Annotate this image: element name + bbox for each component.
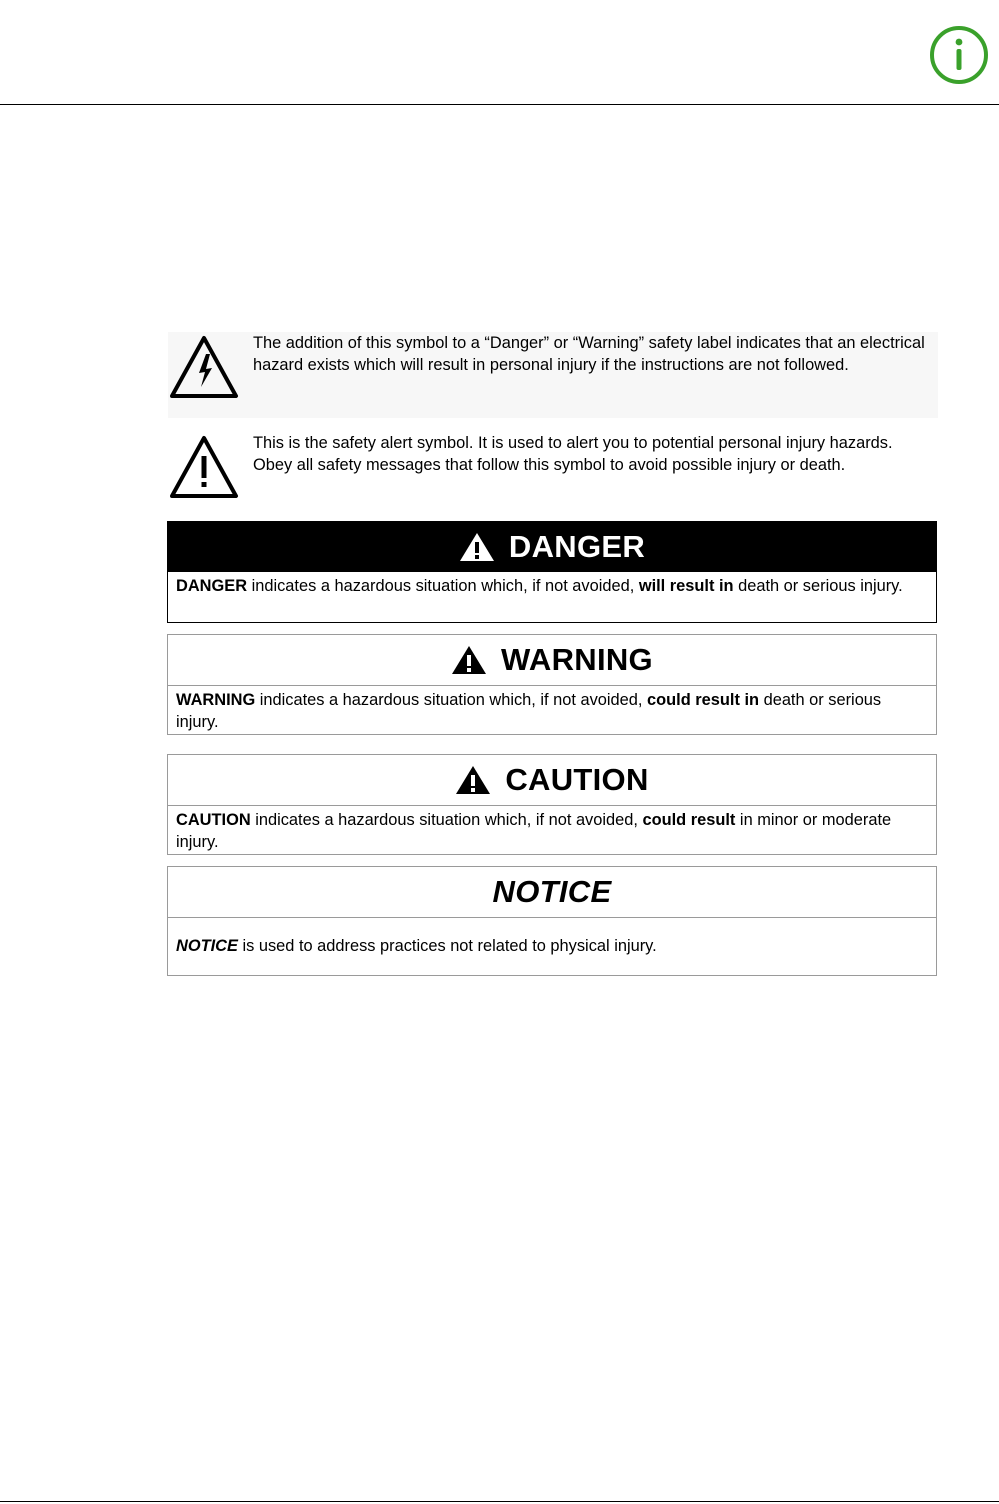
electrical-hazard-icon bbox=[168, 332, 240, 404]
danger-heading bbox=[168, 522, 936, 572]
warning-text: indicates a hazardous situation which, if not avoided, bbox=[255, 691, 648, 709]
notice-text: is used to address practices not related to physical injury. bbox=[237, 937, 657, 955]
caution-emphasis: could result bbox=[642, 811, 736, 829]
warning-triangle-icon bbox=[459, 532, 495, 562]
danger-text-end: death or serious injury. bbox=[733, 577, 903, 595]
safety-alert-description: This is the safety alert symbol. It is used to alert you to potential personal injury hazards. Obey all safety messages that follow this symbol to avoid possible injury or death. bbox=[253, 434, 893, 474]
safety-alert-icon bbox=[168, 432, 240, 504]
notice-lead: NOTICE bbox=[176, 937, 238, 955]
warning-panel bbox=[167, 634, 937, 735]
notice-description bbox=[168, 918, 936, 957]
warning-text-end: death or serious injury. bbox=[176, 691, 882, 731]
warning-lead: WARNING bbox=[176, 691, 256, 709]
warning-heading bbox=[168, 635, 936, 686]
info-icon bbox=[929, 25, 989, 85]
caution-text-end: in minor or moderate injury. bbox=[176, 811, 892, 851]
danger-panel bbox=[167, 521, 937, 623]
footer-rule bbox=[0, 1501, 999, 1502]
danger-emphasis: will result in bbox=[638, 577, 734, 595]
warning-triangle-icon bbox=[455, 765, 491, 795]
warning-description bbox=[168, 686, 936, 733]
danger-description bbox=[168, 572, 936, 597]
danger-title: DANGER bbox=[508, 529, 646, 564]
warning-title: WARNING bbox=[501, 642, 653, 677]
warning-emphasis: could result in bbox=[647, 691, 760, 709]
danger-text: indicates a hazardous situation which, if not avoided, bbox=[247, 577, 639, 595]
notice-panel bbox=[167, 866, 937, 976]
caution-heading bbox=[168, 755, 936, 806]
danger-lead: DANGER bbox=[176, 577, 248, 595]
header-rule bbox=[0, 104, 999, 105]
electrical-hazard-row bbox=[168, 332, 938, 418]
caution-panel bbox=[167, 754, 937, 855]
notice-heading bbox=[168, 867, 936, 918]
caution-title: CAUTION bbox=[505, 762, 649, 797]
warning-triangle-icon bbox=[451, 645, 487, 675]
caution-text: indicates a hazardous situation which, if not avoided, bbox=[250, 811, 643, 829]
safety-alert-row bbox=[168, 432, 938, 518]
electrical-hazard-description: The addition of this symbol to a “Danger” or “Warning” safety label indicates that an electrical hazard exists which will result in personal injury if the instructions are not followed. bbox=[253, 334, 925, 374]
caution-description bbox=[168, 806, 936, 853]
notice-title: NOTICE bbox=[492, 874, 612, 909]
caution-lead: CAUTION bbox=[176, 811, 251, 829]
